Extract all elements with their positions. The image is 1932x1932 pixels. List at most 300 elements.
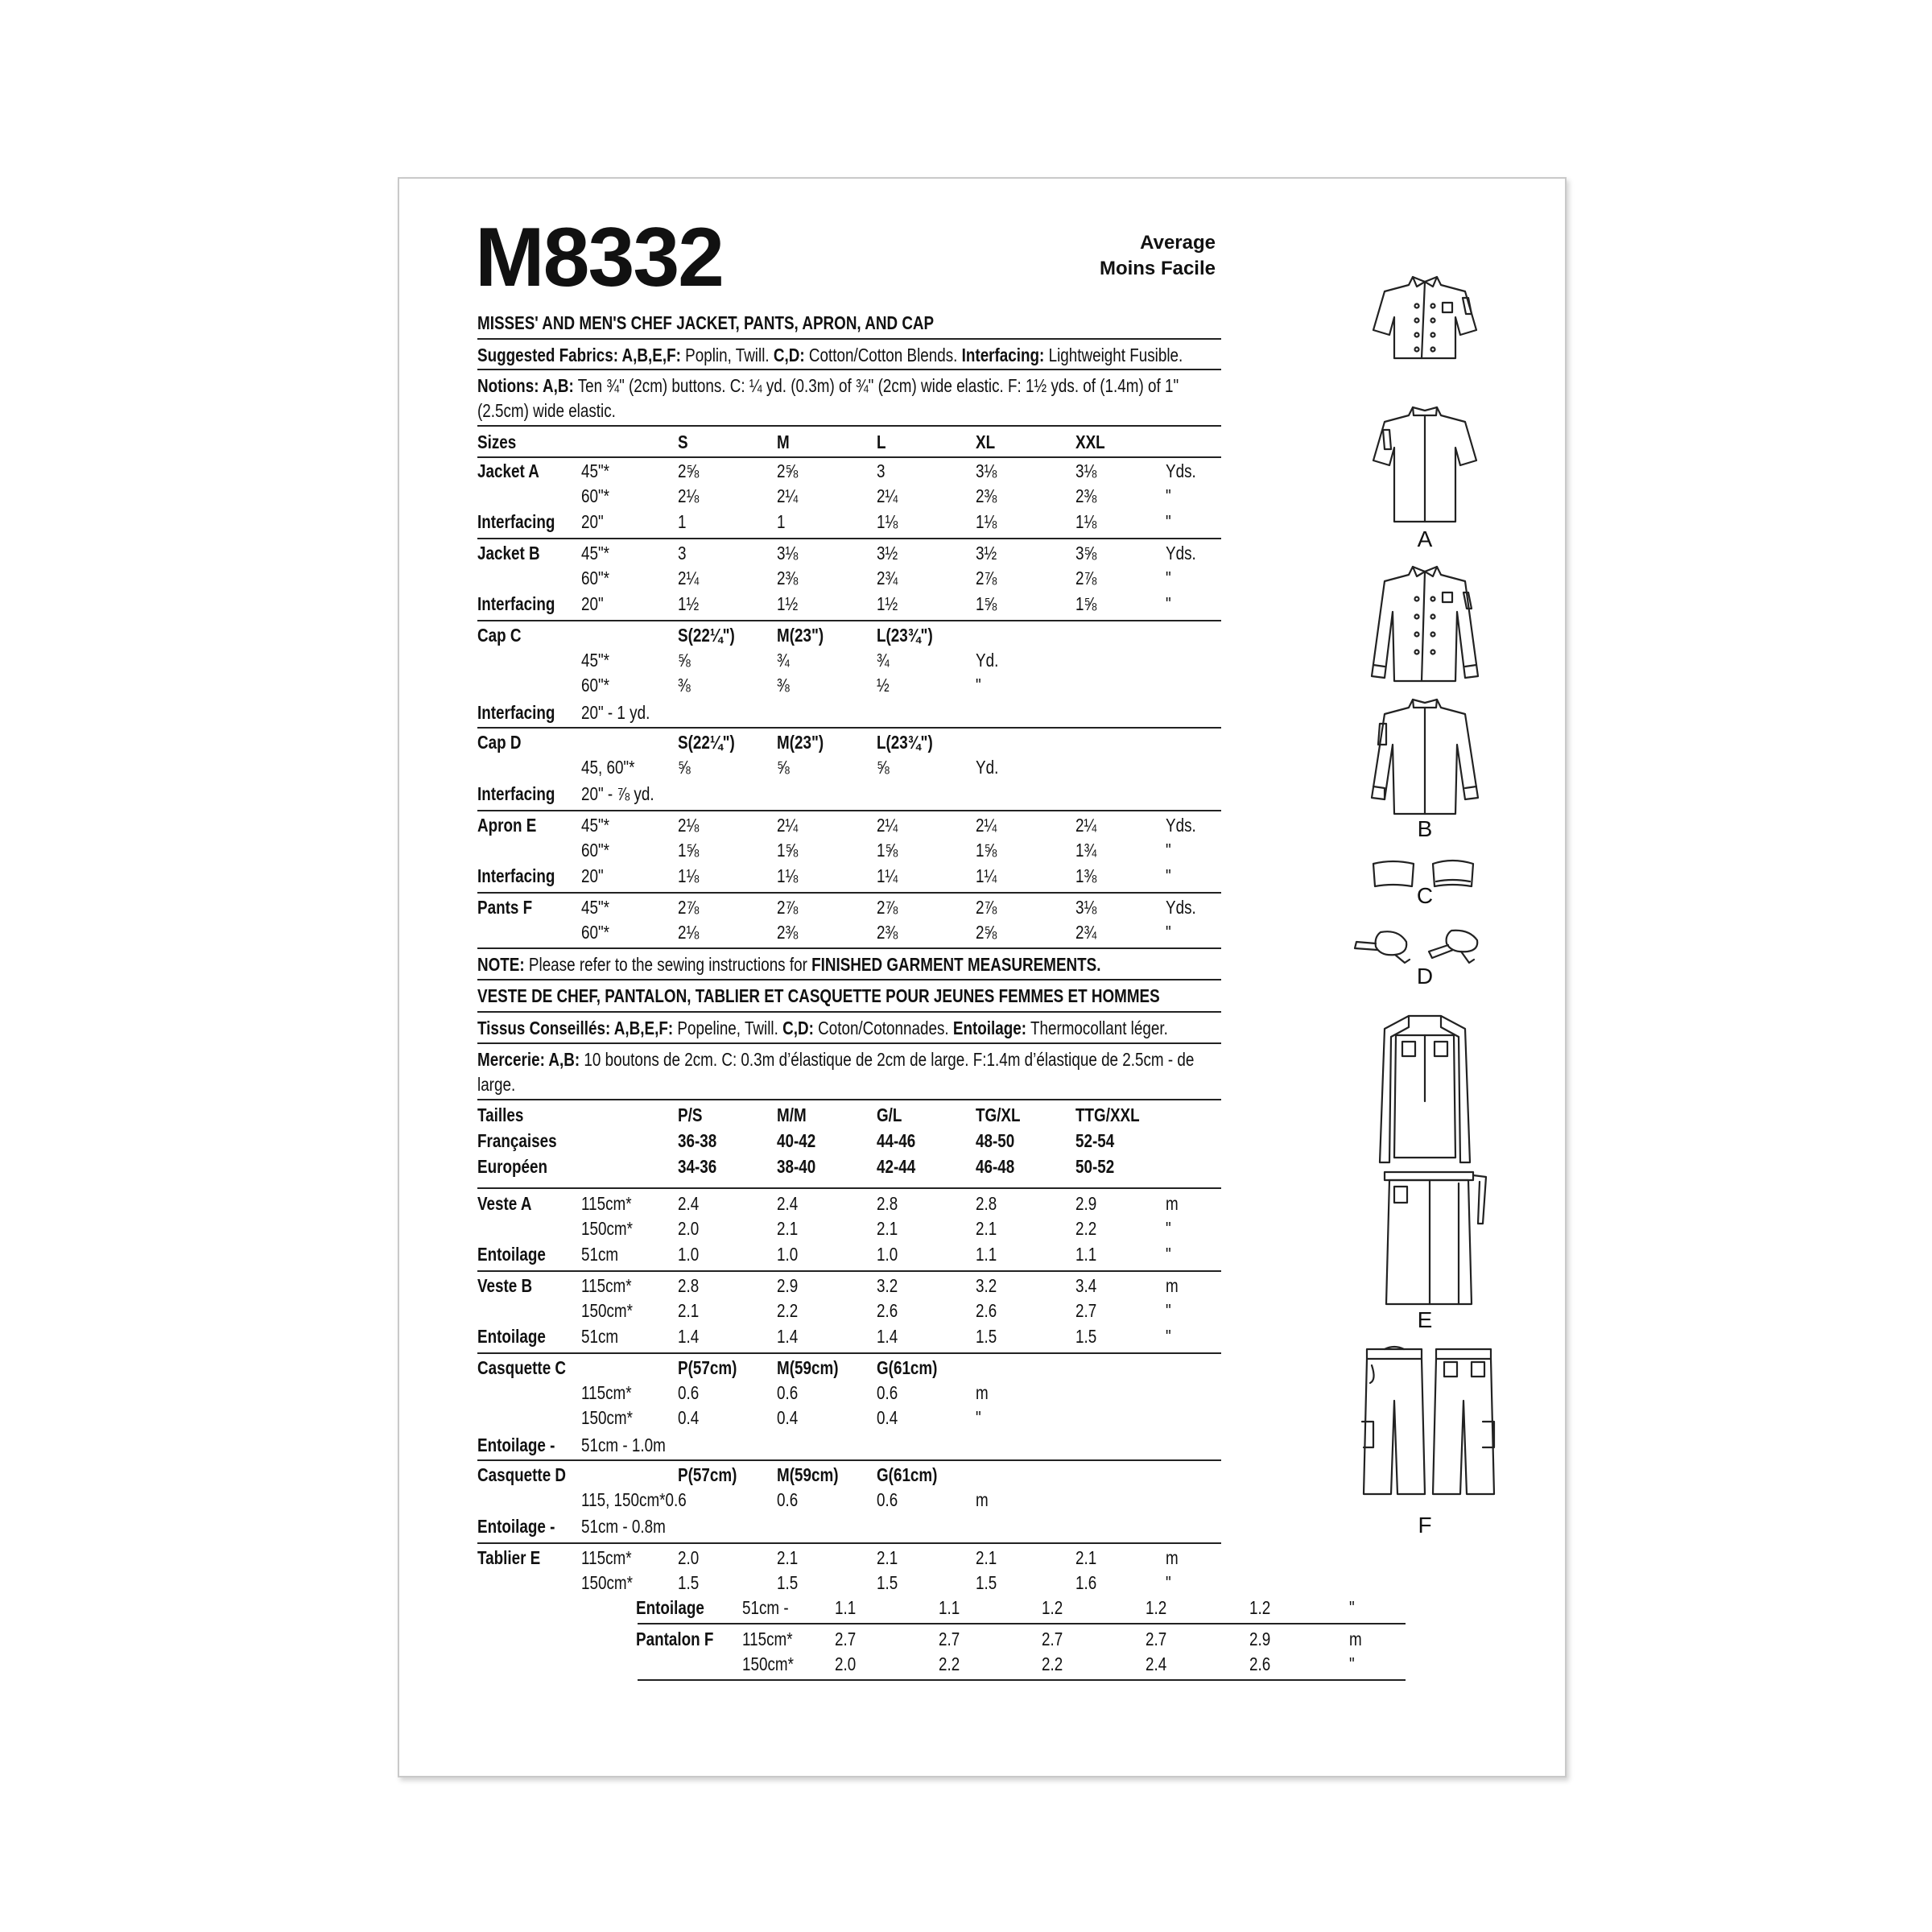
- yardage-cell: 1.5: [777, 1572, 799, 1593]
- unit-cell: ": [1349, 1597, 1355, 1618]
- yardage-cell: 1.5: [976, 1572, 997, 1593]
- yardage-cell: 2¼: [877, 485, 898, 506]
- row-label: Pantalon F: [636, 1629, 714, 1649]
- note-en: [477, 954, 1101, 975]
- yardage-cell: ⅝: [678, 757, 691, 778]
- yardage-cell: 0.6: [777, 1382, 799, 1403]
- yardage-cell: 2.1: [877, 1547, 898, 1568]
- fabric-width: 51cm: [581, 1244, 619, 1265]
- yardage-cell: 2.0: [835, 1653, 857, 1674]
- row-label: Interfacing: [477, 511, 555, 532]
- fabric-width: 45"*: [581, 543, 610, 564]
- yardage-cell: ": [976, 675, 981, 696]
- fabric-width: 45"*: [581, 897, 610, 918]
- fabrics-label: Suggested Fabrics: A,B,E,F:: [477, 345, 681, 365]
- size-header-cell: 36-38: [678, 1130, 717, 1151]
- yardage-cell: 1.5: [877, 1572, 898, 1593]
- unit-cell: Yds.: [1166, 815, 1196, 836]
- fabrics-cd-text: Coton/Cotonnades.: [818, 1018, 949, 1038]
- yardage-cell: L(23¾"): [877, 625, 933, 646]
- size-header-cell: S: [678, 431, 688, 452]
- yardage-cell: 2¼: [1075, 815, 1097, 836]
- yardage-cell: 2⅜: [1075, 485, 1097, 506]
- unit-cell: m: [1166, 1275, 1179, 1296]
- fabric-width: 115, 150cm*0.6: [581, 1489, 687, 1510]
- fabric-width: 20" - 1 yd.: [581, 702, 650, 723]
- row-label: Interfacing: [477, 593, 555, 614]
- difficulty-fr: Moins Facile: [1099, 258, 1216, 279]
- divider: [477, 1542, 1221, 1544]
- yardage-cell: 2.1: [976, 1218, 997, 1239]
- note-bold: FINISHED GARMENT MEASUREMENTS.: [811, 954, 1101, 975]
- view-letter-a: A: [1417, 526, 1433, 551]
- divider: [638, 1679, 1406, 1681]
- row-label: Entoilage: [477, 1326, 546, 1347]
- row-label: Interfacing: [477, 702, 555, 723]
- yardage-cell: 3½: [976, 543, 997, 564]
- size-header-cell: 50-52: [1075, 1156, 1115, 1177]
- yardage-cell: 2⅛: [678, 485, 700, 506]
- yardage-cell: 1.5: [678, 1572, 700, 1593]
- yardage-cell: 2¼: [777, 485, 799, 506]
- yardage-cell: 2⅞: [976, 568, 997, 588]
- notions-line1: Ten ¾" (2cm) buttons. C: ¼ yd. (0.3m) of ¾" (2cm) wide elastic. F: 1½ yds. of (1.4m) of 1": [577, 375, 1179, 396]
- yardage-cell: ⅜: [678, 675, 691, 696]
- yardage-cell: 1⅝: [877, 840, 898, 861]
- yardage-cell: 2.4: [1146, 1653, 1167, 1674]
- yardage-cell: 1.4: [877, 1326, 898, 1347]
- size-header-cell: 40-42: [777, 1130, 816, 1151]
- fabric-width: 115cm*: [581, 1193, 632, 1214]
- divider: [477, 338, 1221, 340]
- fabric-width: 45"*: [581, 815, 610, 836]
- yardage-cell: 1½: [678, 593, 700, 614]
- divider: [477, 1099, 1221, 1100]
- yardage-cell: 1⅝: [777, 840, 799, 861]
- fabric-width: 20": [581, 511, 604, 532]
- fabric-width: 115cm*: [742, 1629, 793, 1649]
- yardage-cell: 0.6: [777, 1489, 799, 1510]
- unit-cell: Yds.: [1166, 460, 1196, 481]
- jacket-a-front-sketch: [1368, 274, 1481, 362]
- yardage-cell: 3⅝: [1075, 543, 1097, 564]
- unit-cell: ": [1166, 865, 1171, 886]
- fabrics-cd-text: Cotton/Cotton Blends.: [808, 345, 958, 365]
- unit-cell: Yds.: [1166, 543, 1196, 564]
- interfacing-label: Entoilage:: [952, 1018, 1027, 1038]
- divider: [477, 456, 1221, 458]
- yardage-cell: 1: [678, 511, 687, 532]
- interfacing-text: Lightweight Fusible.: [1048, 345, 1183, 365]
- yardage-cell: 2.1: [777, 1547, 799, 1568]
- view-letter-d: D: [1416, 964, 1434, 989]
- yardage-cell: 1¼: [976, 865, 997, 886]
- yardage-cell: M(23"): [777, 732, 824, 753]
- yardage-cell: 2.6: [877, 1300, 898, 1321]
- yardage-cell: G(61cm): [877, 1357, 938, 1378]
- yardage-cell: 3⅛: [777, 543, 799, 564]
- yardage-cell: 1.0: [877, 1244, 898, 1265]
- jacket-b-front-sketch: [1360, 564, 1489, 684]
- divider: [477, 369, 1221, 370]
- fabric-width: 60"*: [581, 485, 610, 506]
- interfacing-text: Thermocollant léger.: [1030, 1018, 1168, 1038]
- yardage-cell: 1⅛: [877, 511, 898, 532]
- notions-fr: [477, 1049, 1194, 1070]
- yardage-cell: 1½: [877, 593, 898, 614]
- fabric-width: 115cm*: [581, 1382, 632, 1403]
- yardage-cell: 1¼: [877, 865, 898, 886]
- fabrics-text: Popeline, Twill.: [677, 1018, 778, 1038]
- yardage-cell: 1: [777, 511, 786, 532]
- fabric-width: 60"*: [581, 568, 610, 588]
- yardage-cell: S(22¼"): [678, 732, 735, 753]
- yardage-cell: M(59cm): [777, 1357, 839, 1378]
- row-label: Casquette C: [477, 1357, 567, 1378]
- notions-line1: 10 boutons de 2cm. C: 0.3m d’élastique de 2cm de large. F:1.4m d’élastique de 2.5cm - de: [584, 1049, 1195, 1070]
- pants-f-sketch: [1360, 1344, 1497, 1497]
- divider: [477, 979, 1221, 980]
- yardage-cell: 0.6: [877, 1489, 898, 1510]
- fabric-width: 115cm*: [581, 1275, 632, 1296]
- yardage-cell: 2.8: [877, 1193, 898, 1214]
- yardage-cell: 2¼: [777, 815, 799, 836]
- unit-cell: m: [1349, 1629, 1362, 1649]
- size-header-cell: 46-48: [976, 1156, 1015, 1177]
- yardage-cell: 1⅝: [1075, 593, 1097, 614]
- row-label: Cap C: [477, 625, 522, 646]
- divider: [477, 1011, 1221, 1013]
- yardage-cell: 0.4: [777, 1407, 799, 1428]
- yardage-cell: 2.0: [678, 1547, 700, 1568]
- row-label: Pants F: [477, 897, 533, 918]
- row-label: Casquette D: [477, 1464, 567, 1485]
- fabric-width: 51cm -: [742, 1597, 789, 1618]
- yardage-cell: 1.6: [1075, 1572, 1097, 1593]
- yardage-cell: 2.7: [1075, 1300, 1097, 1321]
- row-label: Veste A: [477, 1193, 532, 1214]
- fabric-width: 60"*: [581, 675, 610, 696]
- sizes-label-francaises: Françaises: [477, 1130, 557, 1151]
- yardage-cell: G(61cm): [877, 1464, 938, 1485]
- yardage-cell: 2⅜: [777, 922, 799, 943]
- row-label: Veste B: [477, 1275, 533, 1296]
- yardage-cell: 1⅝: [976, 840, 997, 861]
- size-header-cell: L: [877, 431, 886, 452]
- yardage-cell: 3⅛: [1075, 460, 1097, 481]
- note-text: Please refer to the sewing instructions for: [528, 954, 807, 975]
- yardage-cell: 2.9: [1075, 1193, 1097, 1214]
- fabric-width: 51cm - 0.8m: [581, 1516, 666, 1537]
- size-header-cell: 52-54: [1075, 1130, 1115, 1151]
- yardage-cell: 2⅝: [976, 922, 997, 943]
- yardage-cell: 1⅝: [976, 593, 997, 614]
- row-label: Tablier E: [477, 1547, 541, 1568]
- yardage-cell: 1.1: [976, 1244, 997, 1265]
- notions-label: Notions: A,B:: [477, 375, 574, 396]
- fabric-width: 60"*: [581, 840, 610, 861]
- yardage-cell: ⅝: [777, 757, 790, 778]
- yardage-cell: 2¼: [976, 815, 997, 836]
- yardage-cell: 1.4: [777, 1326, 799, 1347]
- view-letter-c: C: [1416, 883, 1434, 908]
- fabric-width: 45"*: [581, 650, 610, 671]
- yardage-cell: 2.0: [678, 1218, 700, 1239]
- size-header-cell: 38-40: [777, 1156, 816, 1177]
- size-header-cell: M: [777, 431, 790, 452]
- unit-cell: ": [1166, 511, 1171, 532]
- fabric-width: 51cm - 1.0m: [581, 1435, 666, 1455]
- yardage-cell: 0.6: [678, 1382, 700, 1403]
- interfacing-label: Interfacing:: [961, 345, 1045, 365]
- size-header-cell: M/M: [777, 1104, 807, 1125]
- divider: [477, 1270, 1221, 1272]
- view-letter-e: E: [1417, 1307, 1433, 1332]
- apron-e-waist-sketch: [1368, 1167, 1489, 1308]
- yardage-cell: 1⅛: [678, 865, 700, 886]
- fabric-width: 150cm*: [581, 1572, 633, 1593]
- yardage-cell: 2¼: [678, 568, 700, 588]
- fabric-width: 20": [581, 593, 604, 614]
- unit-cell: ": [1166, 485, 1171, 506]
- jacket-a-back-sketch: [1368, 404, 1481, 525]
- yardage-cell: 1.2: [1249, 1597, 1271, 1618]
- size-header-cell: 34-36: [678, 1156, 717, 1177]
- yardage-cell: ": [976, 1407, 981, 1428]
- difficulty-en: Average: [1140, 232, 1216, 254]
- yardage-cell: 2⅛: [678, 922, 700, 943]
- fabric-width: 20": [581, 865, 604, 886]
- unit-cell: ": [1166, 1326, 1171, 1347]
- row-label: Cap D: [477, 732, 522, 753]
- divider: [477, 810, 1221, 811]
- title-en: MISSES' AND MEN'S CHEF JACKET, PANTS, APRON, AND CAP: [477, 312, 935, 333]
- fabric-width: 20" - ⅞ yd.: [581, 783, 654, 804]
- unit-cell: ": [1166, 1244, 1171, 1265]
- apron-e-long-sketch: [1360, 1013, 1489, 1166]
- yardage-cell: P(57cm): [678, 1357, 737, 1378]
- yardage-cell: 3.2: [877, 1275, 898, 1296]
- fabric-width: 45, 60"*: [581, 757, 635, 778]
- yardage-cell: 2⅝: [678, 460, 700, 481]
- fabrics-fr: [477, 1018, 1168, 1038]
- yardage-cell: 1⅛: [777, 865, 799, 886]
- divider: [477, 727, 1221, 729]
- yardage-cell: 2.7: [835, 1629, 857, 1649]
- yardage-cell: 2⅞: [1075, 568, 1097, 588]
- yardage-cell: 2.1: [1075, 1547, 1097, 1568]
- yardage-cell: 2⅞: [877, 897, 898, 918]
- yardage-cell: 1.1: [939, 1597, 960, 1618]
- yardage-cell: 2.7: [1042, 1629, 1063, 1649]
- notions-line2: large.: [477, 1074, 516, 1095]
- yardage-cell: 2¾: [1075, 922, 1097, 943]
- yardage-cell: 2.1: [777, 1218, 799, 1239]
- yardage-cell: 1.2: [1146, 1597, 1167, 1618]
- divider: [477, 538, 1221, 539]
- fabrics-text: Poplin, Twill.: [685, 345, 770, 365]
- fabric-width: 60"*: [581, 922, 610, 943]
- yardage-cell: 1.5: [1075, 1326, 1097, 1347]
- size-header-cell: TG/XL: [976, 1104, 1021, 1125]
- size-header-cell: TTG/XXL: [1075, 1104, 1140, 1125]
- yardage-cell: 0.6: [877, 1382, 898, 1403]
- fabrics-cd-label: C,D:: [773, 345, 805, 365]
- sizes-label-tailles: Tailles: [477, 1104, 524, 1125]
- yardage-cell: M(23"): [777, 625, 824, 646]
- yardage-cell: 2.8: [678, 1275, 700, 1296]
- yardage-cell: Yd.: [976, 650, 999, 671]
- note-label: NOTE:: [477, 954, 525, 975]
- yardage-cell: 1⅛: [1075, 511, 1097, 532]
- jacket-b-back-sketch: [1360, 696, 1489, 817]
- unit-cell: ": [1166, 1300, 1171, 1321]
- yardage-cell: m: [976, 1382, 989, 1403]
- divider: [477, 1042, 1221, 1044]
- size-header-cell: XL: [976, 431, 996, 452]
- yardage-cell: 2.2: [1075, 1218, 1097, 1239]
- yardage-cell: S(22¼"): [678, 625, 735, 646]
- yardage-cell: 1.5: [976, 1326, 997, 1347]
- yardage-cell: 2.6: [976, 1300, 997, 1321]
- yardage-cell: 1⅝: [678, 840, 700, 861]
- yardage-cell: ¾: [777, 650, 790, 671]
- divider: [477, 892, 1221, 894]
- yardage-cell: 2¼: [877, 815, 898, 836]
- yardage-cell: 2⅜: [877, 922, 898, 943]
- yardage-cell: 1.2: [1042, 1597, 1063, 1618]
- yardage-cell: 3⅛: [976, 460, 997, 481]
- notions-line2: (2.5cm) wide elastic.: [477, 400, 616, 421]
- notions-en: [477, 375, 1179, 396]
- divider: [477, 620, 1221, 621]
- fabrics-en: [477, 345, 1183, 365]
- divider: [477, 1459, 1221, 1461]
- yardage-cell: 3½: [877, 543, 898, 564]
- row-label: Entoilage -: [477, 1516, 555, 1537]
- yardage-cell: 0.4: [877, 1407, 898, 1428]
- yardage-cell: 2⅛: [678, 815, 700, 836]
- yardage-cell: 1⅛: [976, 511, 997, 532]
- fabric-width: 51cm: [581, 1326, 619, 1347]
- fabric-width: 115cm*: [581, 1547, 632, 1568]
- fabric-width: 45"*: [581, 460, 610, 481]
- yardage-cell: 2.2: [939, 1653, 960, 1674]
- yardage-cell: 2.4: [678, 1193, 700, 1214]
- divider: [477, 1352, 1221, 1354]
- yardage-cell: ⅜: [777, 675, 790, 696]
- yardage-cell: 2⅜: [976, 485, 997, 506]
- yardage-cell: L(23¾"): [877, 732, 933, 753]
- view-letter-b: B: [1417, 816, 1433, 841]
- unit-cell: m: [1166, 1547, 1179, 1568]
- yardage-cell: m: [976, 1489, 989, 1510]
- size-header-cell: 48-50: [976, 1130, 1015, 1151]
- size-header-cell: P/S: [678, 1104, 703, 1125]
- fabric-width: 150cm*: [581, 1300, 633, 1321]
- yardage-cell: 2.2: [777, 1300, 799, 1321]
- row-label: Jacket B: [477, 543, 540, 564]
- fabrics-label: Tissus Conseillés: A,B,E,F:: [477, 1018, 674, 1038]
- yardage-cell: 2⅞: [777, 897, 799, 918]
- unit-cell: Yds.: [1166, 897, 1196, 918]
- yardage-cell: ¾: [877, 650, 890, 671]
- yardage-cell: 1⅜: [1075, 865, 1097, 886]
- row-label: Entoilage: [636, 1597, 704, 1618]
- yardage-cell: ⅝: [877, 757, 890, 778]
- title-fr: VESTE DE CHEF, PANTALON, TABLIER ET CASQUETTE POUR JEUNES FEMMES ET HOMMES: [477, 985, 1160, 1006]
- yardage-cell: 2.9: [777, 1275, 799, 1296]
- unit-cell: ": [1166, 1572, 1171, 1593]
- sizes-label-europeen: Européen: [477, 1156, 547, 1177]
- yardage-cell: 1.4: [678, 1326, 700, 1347]
- unit-cell: ": [1166, 593, 1171, 614]
- yardage-cell: 2.6: [1249, 1653, 1271, 1674]
- fabric-width: 150cm*: [581, 1407, 633, 1428]
- yardage-cell: 2.9: [1249, 1629, 1271, 1649]
- notions-label: Mercerie: A,B:: [477, 1049, 580, 1070]
- unit-cell: m: [1166, 1193, 1179, 1214]
- yardage-cell: 2⅝: [777, 460, 799, 481]
- unit-cell: ": [1166, 922, 1171, 943]
- yardage-cell: ⅝: [678, 650, 691, 671]
- yardage-cell: 2.4: [777, 1193, 799, 1214]
- yardage-cell: 1.0: [777, 1244, 799, 1265]
- row-label: Interfacing: [477, 783, 555, 804]
- yardage-cell: 3: [678, 543, 687, 564]
- row-label: Interfacing: [477, 865, 555, 886]
- divider: [477, 947, 1221, 949]
- fabrics-cd-label: C,D:: [782, 1018, 814, 1038]
- yardage-cell: 3⅛: [1075, 897, 1097, 918]
- yardage-cell: 1¾: [1075, 840, 1097, 861]
- unit-cell: ": [1166, 840, 1171, 861]
- view-letter-f: F: [1418, 1513, 1432, 1538]
- yardage-cell: 1.1: [1075, 1244, 1097, 1265]
- yardage-cell: 2⅞: [976, 897, 997, 918]
- row-label: Jacket A: [477, 460, 539, 481]
- pattern-number: M8332: [475, 211, 723, 304]
- fabric-width: 150cm*: [742, 1653, 794, 1674]
- divider: [477, 425, 1221, 427]
- yardage-cell: ½: [877, 675, 890, 696]
- row-label: Entoilage: [477, 1244, 546, 1265]
- size-header-cell: XXL: [1075, 431, 1105, 452]
- size-header-cell: 44-46: [877, 1130, 916, 1151]
- divider: [477, 1187, 1221, 1189]
- yardage-cell: 2⅜: [777, 568, 799, 588]
- yardage-cell: 2.1: [877, 1218, 898, 1239]
- unit-cell: ": [1349, 1653, 1355, 1674]
- yardage-cell: 2⅞: [678, 897, 700, 918]
- yardage-cell: 3.4: [1075, 1275, 1097, 1296]
- yardage-cell: Yd.: [976, 757, 999, 778]
- row-label: Apron E: [477, 815, 537, 836]
- divider: [638, 1623, 1406, 1624]
- yardage-cell: 2.8: [976, 1193, 997, 1214]
- yardage-cell: 3: [877, 460, 886, 481]
- row-label: Entoilage -: [477, 1435, 555, 1455]
- unit-cell: ": [1166, 1218, 1171, 1239]
- yardage-cell: M(59cm): [777, 1464, 839, 1485]
- yardage-cell: 2¾: [877, 568, 898, 588]
- unit-cell: ": [1166, 568, 1171, 588]
- yardage-cell: 2.2: [1042, 1653, 1063, 1674]
- size-header-cell: 42-44: [877, 1156, 916, 1177]
- yardage-cell: 2.7: [939, 1629, 960, 1649]
- fabric-width: 150cm*: [581, 1218, 633, 1239]
- yardage-cell: 1.1: [835, 1597, 857, 1618]
